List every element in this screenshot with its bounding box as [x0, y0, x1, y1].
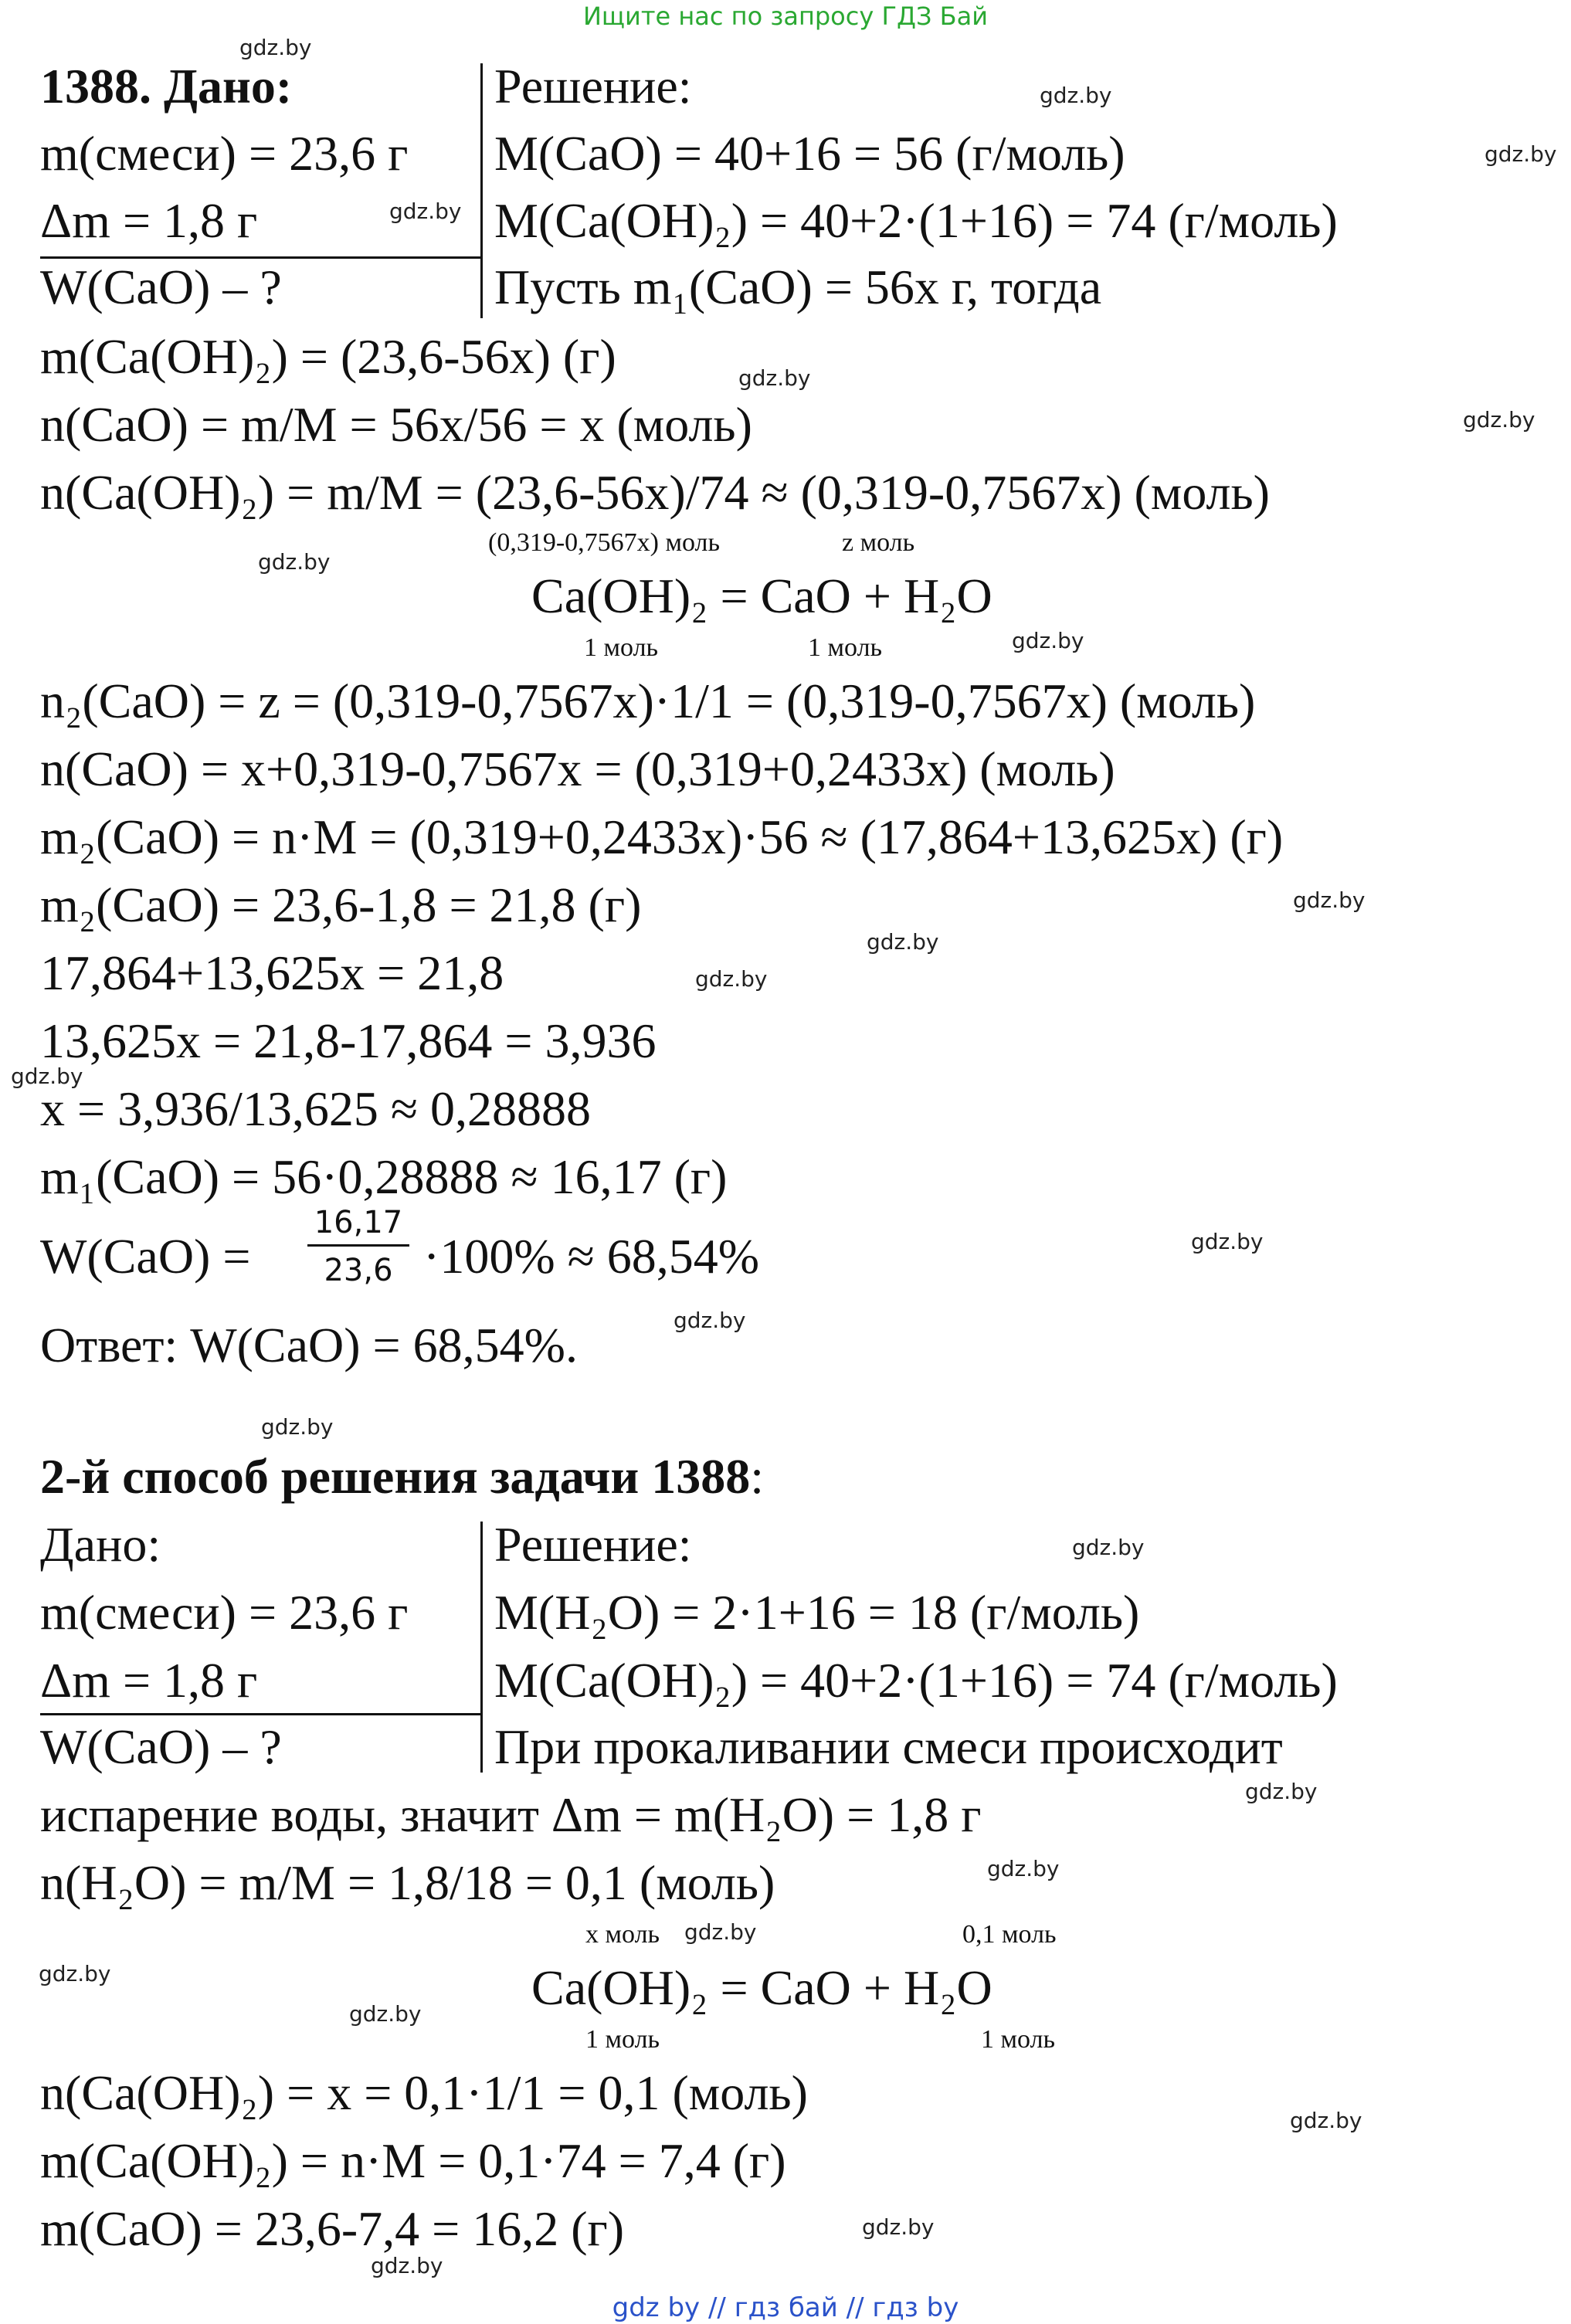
let-m1-cao: Пусть m₁(CaO) = 56x г, тогда [494, 260, 1102, 314]
watermark: gdz.by [389, 198, 462, 224]
water-evaporation: испарение воды, значит Δm = m(H₂O) = 1,8 г [40, 1787, 982, 1842]
reaction2-above-right: 0,1 моль [962, 1920, 1057, 1949]
given-divider-vertical-2 [480, 1522, 483, 1773]
watermark: gdz.by [684, 1919, 757, 1945]
watermark: gdz.by [1245, 1779, 1318, 1804]
watermark: gdz.by [738, 365, 811, 391]
second-method-heading: 2-й способ решения задачи 1388: [40, 1449, 764, 1504]
answer-line: Ответ: W(CaO) = 68,54%. [40, 1318, 578, 1372]
w-prefix: W(CaO) = [40, 1229, 251, 1284]
watermark: gdz.by [674, 1308, 746, 1333]
watermark: gdz.by [349, 2001, 422, 2027]
reaction2-equation: Ca(OH)₂ = CaO + H₂O [531, 1960, 992, 2015]
reaction2-below-left: 1 моль [585, 2025, 660, 2054]
watermark: gdz.by [258, 549, 331, 575]
watermark: gdz.by [371, 2253, 443, 2278]
reaction-above-right: z моль [842, 528, 915, 557]
fraction-bar [307, 1244, 409, 1247]
calc2-line-2: m(Ca(OH)₂) = n·M = 0,1·74 = 7,4 (г) [40, 2133, 786, 2188]
fraction-denominator: 23,6 [324, 1253, 393, 1288]
given-divider-horizontal-2 [40, 1713, 482, 1715]
watermark: gdz.by [862, 2214, 935, 2240]
watermark: gdz.by [1040, 83, 1112, 108]
calcination-note: При прокаливании смеси происходит [494, 1719, 1283, 1774]
watermark: gdz.by [11, 1064, 83, 1089]
calc-line-7: x = 3,936/13,625 ≈ 0,28888 [40, 1081, 591, 1136]
watermark: gdz.by [1463, 407, 1535, 433]
watermark: gdz.by [261, 1414, 334, 1440]
reaction-above-left: (0,319-0,7567x) моль [488, 528, 721, 557]
watermark: gdz.by [1012, 628, 1084, 653]
reaction-equation: Ca(OH)₂ = CaO + H₂O [531, 568, 992, 623]
watermark: gdz.by [239, 35, 312, 60]
calc-line-2: n(CaO) = x+0,319-0,7567x = (0,319+0,2433x) (моль) [40, 741, 1115, 796]
watermark: gdz.by [1484, 141, 1557, 167]
watermark: gdz.by [1290, 2108, 1362, 2133]
given-delta-m-2: Δm = 1,8 г [40, 1653, 258, 1708]
calc-line-6: 13,625x = 21,8-17,864 = 3,936 [40, 1013, 657, 1068]
molar-mass-caoh2: M(Ca(OH)₂) = 40+2·(1+16) = 74 (г/моль) [494, 193, 1338, 248]
top-banner[interactable]: Ищите нас по запросу ГДЗ Бай [582, 2, 989, 31]
reaction2-below-right: 1 моль [981, 2025, 1056, 2054]
given-divider-horizontal [40, 256, 482, 259]
given-delta-m: Δm = 1,8 г [40, 193, 258, 248]
solution-label-2: Решение: [494, 1517, 692, 1572]
calc-line-8: m₁(CaO) = 56·0,28888 ≈ 16,17 (г) [40, 1149, 728, 1204]
given-mass: m(смеси) = 23,6 г [40, 126, 409, 181]
molar-mass-cao: M(CaO) = 40+16 = 56 (г/моль) [494, 126, 1125, 181]
watermark: gdz.by [867, 929, 939, 955]
find-w-cao-2: W(CaO) – ? [40, 1719, 282, 1774]
bottom-banner[interactable]: gdz by // гдз бай // гдз by [612, 2292, 959, 2323]
moles-cao: n(CaO) = m/M = 56x/56 = x (моль) [40, 397, 752, 452]
calc-line-4: m₂(CaO) = 23,6-1,8 = 21,8 (г) [40, 877, 642, 932]
reaction-below-right: 1 моль [808, 633, 883, 662]
watermark: gdz.by [1293, 887, 1366, 913]
reaction-below-left: 1 моль [584, 633, 659, 662]
fraction-numerator: 16,17 [314, 1205, 403, 1240]
calc2-line-1: n(Ca(OH)₂) = x = 0,1·1/1 = 0,1 (моль) [40, 2065, 808, 2120]
w-suffix: ·100% ≈ 68,54% [423, 1229, 760, 1284]
calc-line-5: 17,864+13,625x = 21,8 [40, 945, 504, 1000]
reaction2-above-left: x моль [585, 1920, 660, 1949]
calc2-line-3: m(CaO) = 23,6-7,4 = 16,2 (г) [40, 2201, 625, 2256]
watermark: gdz.by [39, 1961, 111, 1986]
watermark: gdz.by [987, 1856, 1060, 1881]
find-w-cao: W(CaO) – ? [40, 260, 282, 314]
calc-line-3: m₂(CaO) = n·M = (0,319+0,2433x)·56 ≈ (17,864+13,625x) (г) [40, 809, 1284, 864]
moles-h2o: n(H₂O) = m/M = 1,8/18 = 0,1 (моль) [40, 1855, 775, 1910]
watermark: gdz.by [695, 966, 768, 992]
given-mass-2: m(смеси) = 23,6 г [40, 1585, 409, 1640]
watermark: gdz.by [1072, 1535, 1145, 1560]
given-divider-vertical [480, 63, 483, 318]
molar-mass-caoh2-2: M(Ca(OH)₂) = 40+2·(1+16) = 74 (г/моль) [494, 1653, 1338, 1708]
moles-caoh2: n(Ca(OH)₂) = m/M = (23,6-56x)/74 ≈ (0,319-0,7567x) (моль) [40, 465, 1270, 520]
molar-mass-h2o: M(H₂O) = 2·1+16 = 18 (г/моль) [494, 1585, 1140, 1640]
mass-caoh2: m(Ca(OH)₂) = (23,6-56x) (г) [40, 329, 616, 384]
given-label-2: Дано: [40, 1517, 161, 1572]
watermark: gdz.by [1191, 1229, 1264, 1254]
calc-line-1: n₂(CaO) = z = (0,319-0,7567x)·1/1 = (0,319-0,7567x) (моль) [40, 673, 1256, 728]
solution-label: Решение: [494, 59, 692, 114]
problem-title: 1388. Дано: [40, 59, 293, 114]
